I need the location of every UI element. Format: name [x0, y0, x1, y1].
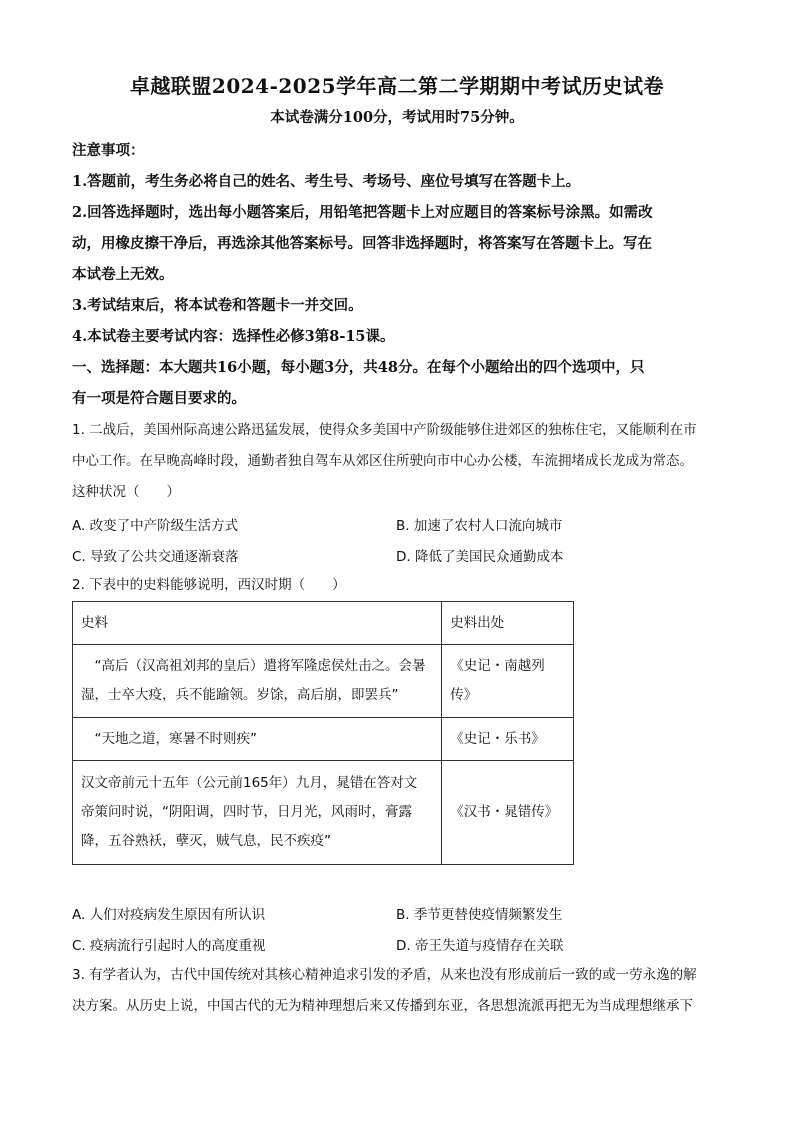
- notice-line: 1.答题前，考生务必将自己的姓名、考生号、考场号、座位号填写在答题卡上。: [72, 173, 581, 190]
- question-3-stem: 决方案。从历史上说，中国古代的无为精神理想后来又传播到东亚，各思想流派再把无为当成理想继承下: [72, 998, 693, 1014]
- table-cell-source: 《史记・乐书》: [442, 718, 574, 761]
- q2-option-a: A. 人们对疫病发生原因有所认识: [72, 907, 266, 923]
- question-1-stem: 这种状况（ ）: [72, 484, 180, 500]
- table-cell-text: “高后（汉高祖刘邦的皇后）遣将军隆虑侯灶击之。会暑 湿，士卒大疫，兵不能踰领。岁馀，高后崩，即罢兵”: [73, 645, 442, 718]
- notice-line: 本试卷上无效。: [72, 266, 174, 283]
- table-cell-text: “天地之道，寒暑不时则疾”: [73, 718, 442, 761]
- q1-option-d: D. 降低了美国民众通勤成本: [396, 549, 564, 565]
- q2-option-d: D. 帝王失道与疫情存在关联: [396, 938, 564, 954]
- question-1-stem: 1. 二战后，美国州际高速公路迅猛发展，使得众多美国中产阶级能够住进郊区的独栋住宅，又能顺利在市: [72, 422, 697, 438]
- table-row: [73, 718, 574, 761]
- table-header-cell: 史料出处: [442, 602, 574, 645]
- q1-option-c: C. 导致了公共交通逐渐衰落: [72, 549, 239, 565]
- table-row: [73, 761, 574, 865]
- notice-heading: 注意事项：: [72, 142, 145, 159]
- table-header-cell: 史料: [73, 602, 442, 645]
- q2-option-c: C. 疫病流行引起时人的高度重视: [72, 938, 266, 954]
- notice-line: 动，用橡皮擦干净后，再选涂其他答案标号。回答非选择题时，将答案写在答题卡上。写在: [72, 235, 652, 252]
- table-cell-source: 《汉书・晁错传》: [442, 761, 574, 865]
- question-1-stem: 中心工作。在早晚高峰时段，通勤者独自驾车从郊区住所驶向市中心办公楼，车流拥堵成长龙成为常态。: [72, 453, 693, 469]
- source-table: [72, 601, 574, 865]
- q2-option-b: B. 季节更替使疫情频繁发生: [396, 907, 563, 923]
- notice-line: 2.回答选择题时，选出每小题答案后，用铅笔把答题卡上对应题目的答案标号涂黑。如需改: [72, 204, 653, 221]
- table-cell-source: 《史记・南越列 传》: [442, 645, 574, 718]
- page-title: 卓越联盟2024-2025学年高二第二学期期中考试历史试卷: [129, 74, 665, 98]
- exam-info: 本试卷满分100分，考试用时75分钟。: [270, 109, 524, 126]
- notice-line: 4.本试卷主要考试内容：选择性必修3第8-15课。: [72, 328, 395, 345]
- table-header-row: [73, 602, 574, 645]
- q1-option-b: B. 加速了农村人口流向城市: [396, 518, 563, 534]
- question-2-stem: 2. 下表中的史料能够说明，西汉时期（ ）: [72, 577, 346, 593]
- question-3-stem: 3. 有学者认为，古代中国传统对其核心精神追求引发的矛盾，从来也没有形成前后一致的或一劳永逸的解: [72, 967, 697, 983]
- table-cell-text: 汉文帝前元十五年（公元前165年）九月，晁错在答对文 帝策问时说，“阴阳调，四时节，日月光，风雨时，膏露 降，五谷熟袄，孽灭，贼气息，民不疾疫”: [73, 761, 442, 865]
- section-heading: 一、选择题：本大题共16小题，每小题3分，共48分。在每个小题给出的四个选项中，只: [72, 359, 645, 376]
- table-row: [73, 645, 574, 718]
- q1-option-a: A. 改变了中产阶级生活方式: [72, 518, 239, 534]
- section-heading: 有一项是符合题目要求的。: [72, 390, 246, 407]
- notice-line: 3.考试结束后，将本试卷和答题卡一并交回。: [72, 297, 363, 314]
